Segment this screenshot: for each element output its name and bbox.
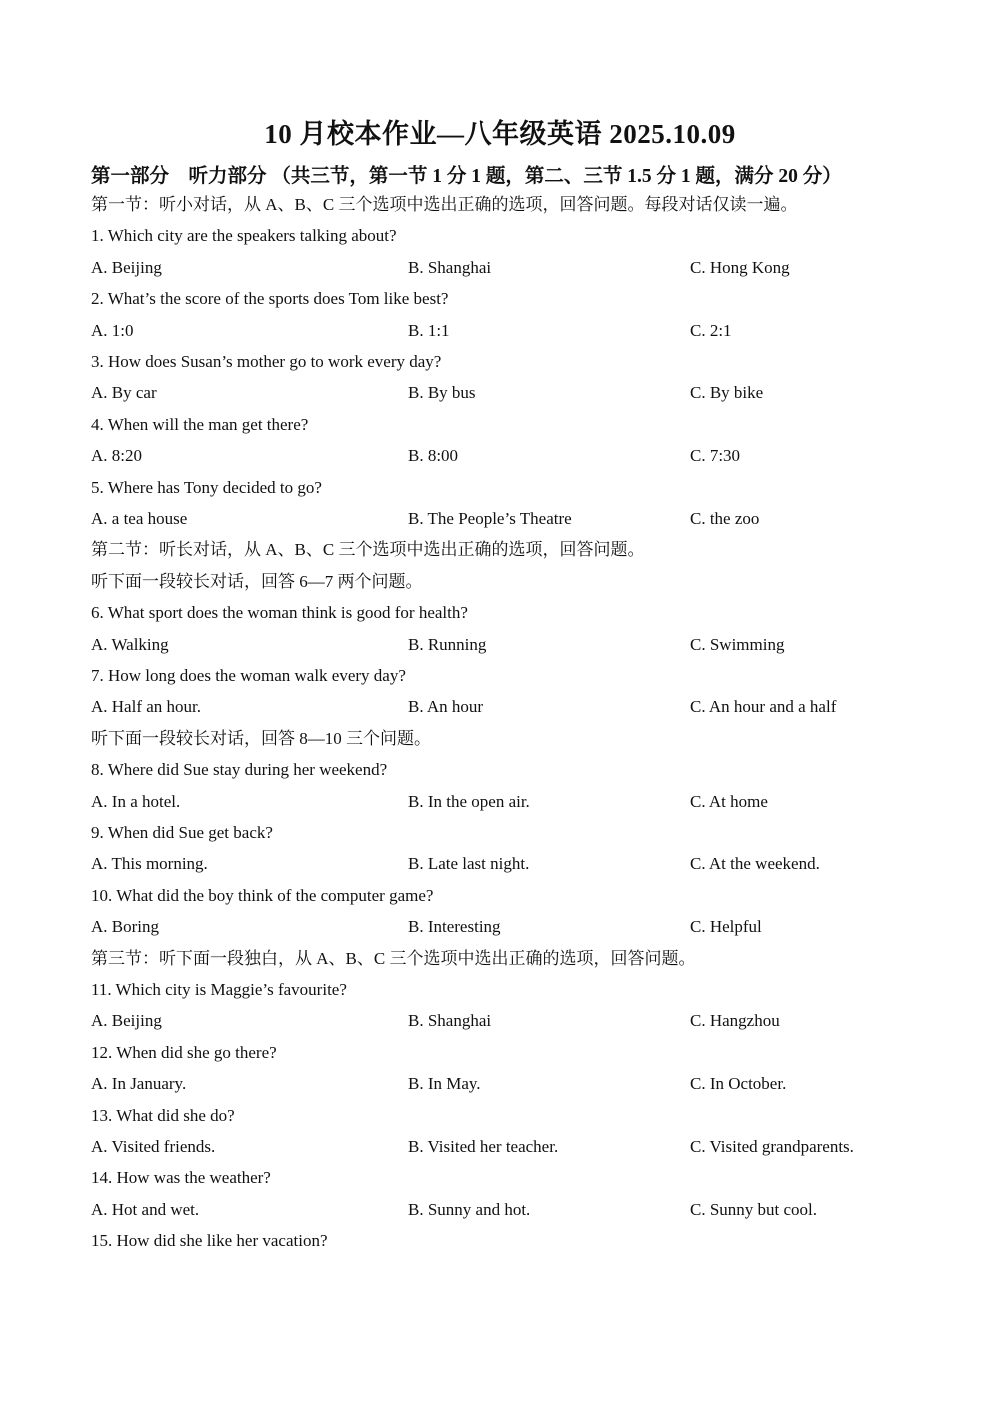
question-text: 4. When will the man get there? — [91, 414, 309, 434]
option-c: C. 7:30 — [690, 446, 741, 466]
question-text: 9. When did Sue get back? — [91, 823, 273, 842]
option-b: B. 8:00 — [408, 446, 459, 466]
section-instruction: 第二节：听长对话，从 A、B、C 三个选项中选出正确的选项，回答问题。 — [91, 540, 645, 560]
option-b: B. Interesting — [408, 917, 501, 937]
option-a: A. This morning. — [91, 854, 208, 874]
question-text: 10. What did the boy think of the computer game? — [91, 885, 434, 905]
option-c: C. Hangzhou — [690, 1011, 780, 1031]
option-b: B. Shanghai — [408, 1011, 492, 1031]
question-text: 12. When did she go there? — [91, 1042, 277, 1062]
option-b: B. Visited her teacher. — [408, 1137, 559, 1156]
option-a: A. Half an hour. — [91, 697, 202, 717]
option-b: B. Late last night. — [408, 854, 530, 874]
option-c: C. Helpful — [690, 917, 762, 937]
option-b: B. Shanghai — [408, 257, 492, 277]
question-text: 1. Which city are the speakers talking about? — [91, 226, 397, 246]
option-c: C. the zoo — [690, 509, 760, 528]
question-text: 5. Where has Tony decided to go? — [91, 477, 322, 497]
option-c: C. Swimming — [690, 634, 785, 654]
option-b: B. 1:1 — [408, 320, 450, 340]
option-a: A. Visited friends. — [91, 1137, 216, 1156]
option-b: B. In May. — [408, 1074, 481, 1094]
option-a: A. a tea house — [91, 509, 188, 528]
option-b: B. An hour — [408, 697, 484, 717]
option-a: A. Walking — [91, 634, 169, 654]
option-c: C. At home — [690, 791, 768, 811]
option-b: B. In the open air. — [408, 791, 530, 811]
question-text: 3. How does Susan’s mother go to work every day? — [91, 352, 442, 371]
option-b: B. The People’s Theatre — [408, 509, 572, 528]
option-a: A. Beijing — [91, 1011, 162, 1031]
option-c: C. By bike — [690, 383, 764, 403]
question-text: 7. How long does the woman walk every day? — [91, 666, 406, 685]
option-b: B. Sunny and hot. — [408, 1199, 531, 1219]
option-b: B. Running — [408, 634, 487, 654]
option-a: A. In a hotel. — [91, 791, 181, 811]
option-c: C. 2:1 — [690, 320, 732, 340]
part-heading: 第一部分 听力部分 （共三节，第一节 1 分 1 题，第二、三节 1.5 分 1 题，满分 20 分） — [91, 166, 842, 187]
question-text: 2. What’s the score of the sports does Tom like best? — [91, 289, 449, 309]
option-c: C. At the weekend. — [690, 854, 820, 874]
section-instruction: 听下面一段较长对话，回答 8—10 三个问题。 — [91, 728, 431, 748]
option-c: C. Visited grandparents. — [690, 1137, 854, 1156]
option-c: C. Sunny but cool. — [690, 1199, 818, 1219]
option-b: B. By bus — [408, 383, 476, 403]
option-c: C. An hour and a half — [690, 697, 837, 717]
section-instruction: 第一节：听小对话，从 A、B、C 三个选项中选出正确的选项，回答问题。每段对话仅读一遍。 — [91, 195, 798, 214]
section-instruction: 第三节：听下面一段独白，从 A、B、C 三个选项中选出正确的选项，回答问题。 — [91, 948, 696, 968]
option-a: A. 1:0 — [91, 320, 134, 340]
option-a: A. Hot and wet. — [91, 1199, 200, 1219]
option-a: A. Boring — [91, 917, 159, 937]
question-text: 11. Which city is Maggie’s favourite? — [91, 980, 347, 999]
option-a: A. Beijing — [91, 257, 162, 277]
option-c: C. Hong Kong — [690, 257, 790, 277]
question-text: 6. What sport does the woman think is good for health? — [91, 603, 468, 623]
option-a: A. By car — [91, 383, 157, 403]
section-instruction: 听下面一段较长对话，回答 6—7 两个问题。 — [91, 571, 423, 591]
option-a: A. In January. — [91, 1074, 187, 1094]
option-a: A. 8:20 — [91, 446, 142, 466]
option-c: C. In October. — [690, 1074, 787, 1094]
question-text: 14. How was the weather? — [91, 1168, 271, 1188]
question-text: 13. What did she do? — [91, 1105, 235, 1125]
question-text: 8. Where did Sue stay during her weekend? — [91, 760, 388, 780]
question-text: 15. How did she like her vacation? — [91, 1231, 328, 1251]
page-title: 10 月校本作业—八年级英语 2025.10.09 — [264, 119, 736, 149]
